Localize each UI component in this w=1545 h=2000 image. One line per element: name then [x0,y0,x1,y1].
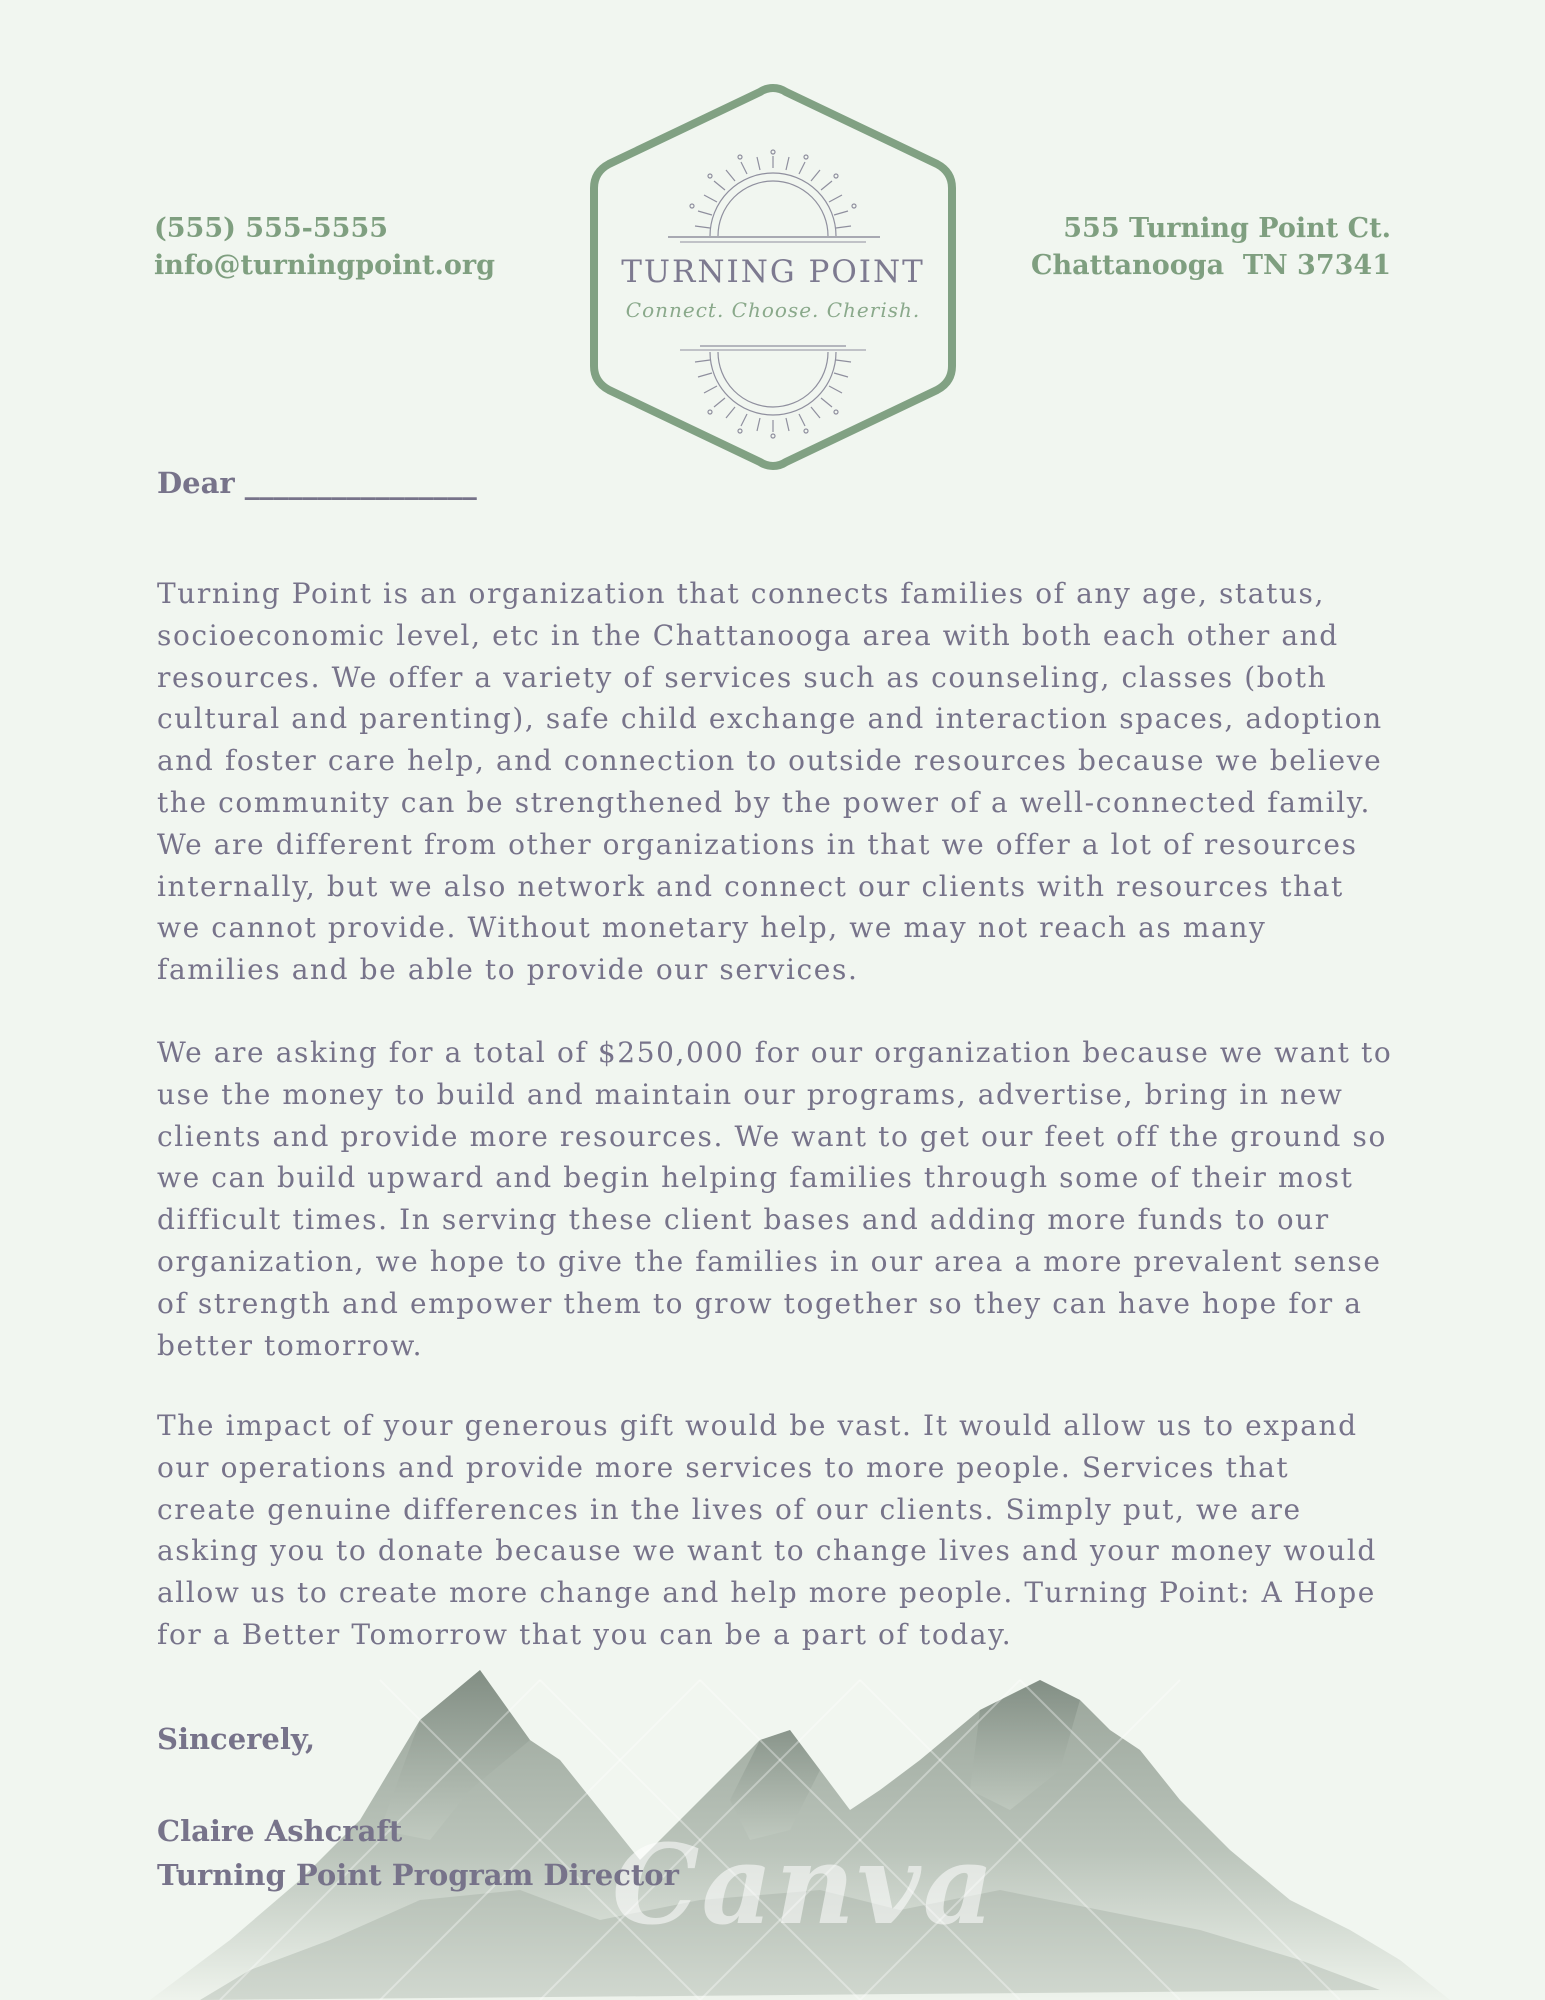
closing: Sincerely, [157,1722,316,1756]
phone-number: (555) 555-5555 [154,213,389,244]
salutation: Dear ________________ [157,466,477,500]
body-paragraph-2: We are asking for a total of $250,000 for our organization because we want to use the money to build and maintain our programs, advertise, bring in new clients and provide more resources. We want to get our feet off the ground so we can build upward and begin helping families through some of their most difficult times. In serving these client bases and adding more funds to our organization, we hope to give the families in our area a more prevalent sense of strength and empower them to grow together so they can have hope for a better tomorrow. [157,1036,1393,1362]
email-address: info@turningpoint.org [154,250,495,281]
logo-title: TURNING POINT [621,254,925,290]
sun-top-icon [668,150,880,242]
address-line-1: 555 Turning Point Ct. [1063,213,1391,244]
body-paragraph-3: The impact of your generous gift would be vast. It would allow us to expand our operations and provide more services to more people. Services that create genuine differences in the lives of our clients. Simply put, we are asking you to donate because we want to change lives and your money would allow us to create more change and help more people. Turning Point: A Hope for a Better Tomorrow that you can be a part of today. [157,1409,1377,1651]
mailing-address [971,210,1391,284]
signer-title: Turning Point Program Director [157,1858,679,1892]
address-line-2: Chattanooga TN 37341 [1031,250,1391,281]
canva-watermark: Canva [612,1820,996,1949]
logo-tagline: Connect. Choose. Cherish. [625,298,921,322]
turning-point-logo [590,84,956,470]
signer-name: Claire Ashcraft [157,1814,403,1848]
sun-bottom-icon [680,350,866,438]
contact-info [154,210,495,284]
body-paragraph-1: Turning Point is an organization that connects families of any age, status, socioeconomic level, etc in the Chattanooga area with both each other and resources. We offer a variety of services such as counseling, classes (both cultural and parenting), safe child exchange and interaction spaces, adoption and foster care help, and connection to outside resources because we believe the community can be strengthened by the power of a well-connected family. We are different from other organizations in that we offer a lot of resources internally, but we also network and connect our clients with resources that we cannot provide. Without monetary help, we may not reach as many families and be able to provide our services. [157,577,1383,987]
